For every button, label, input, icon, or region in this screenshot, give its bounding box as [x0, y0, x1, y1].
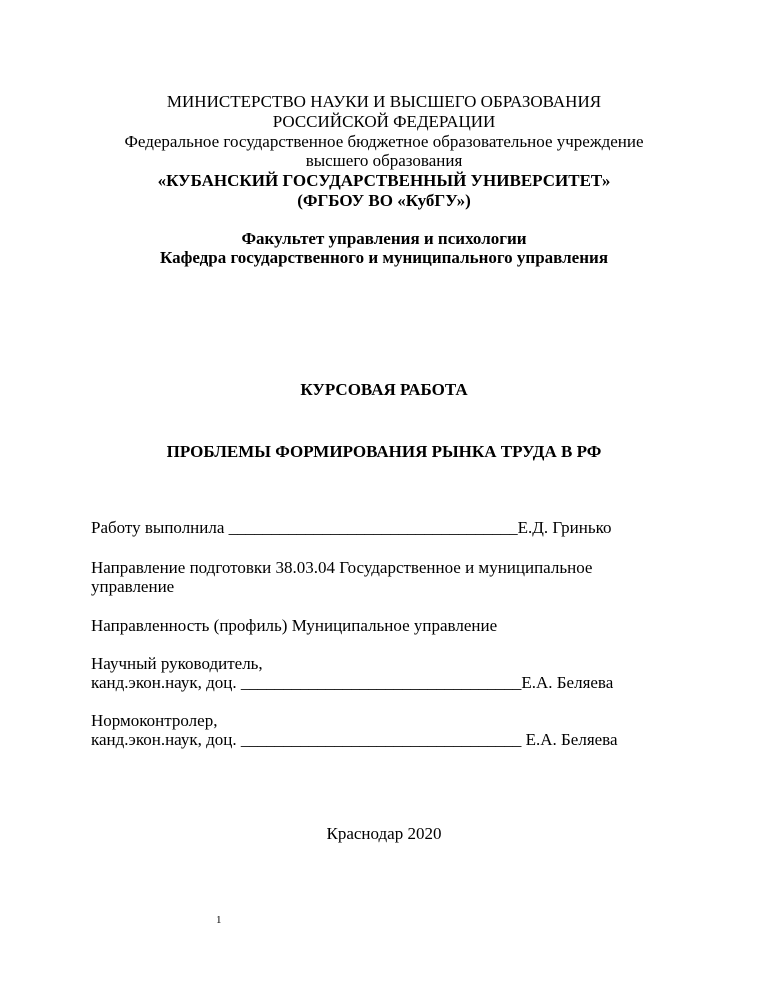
ministry-line-2: РОССИЙСКОЙ ФЕДЕРАЦИИ [272, 112, 496, 131]
direction-line-2: управление [91, 577, 175, 596]
university-name: «КУБАНСКИЙ ГОСУДАРСТВЕННЫЙ УНИВЕРСИТЕТ» [157, 171, 611, 190]
department-name: Кафедра государственного и муниципального управления [159, 248, 609, 267]
normcontroller-label: Нормоконтролер, [91, 711, 218, 730]
institution-line-1: Федеральное государственное бюджетное образовательное учреждение [124, 132, 644, 151]
supervisor-line: канд.экон.наук, доц. _________________________________Е.А. Беляева [91, 673, 614, 692]
direction-line-1: Направление подготовки 38.03.04 Государственное и муниципальное [91, 558, 593, 577]
page-number: 1 [216, 914, 222, 926]
institution-line-2: высшего образования [305, 151, 463, 170]
author-line: Работу выполнила __________________________________Е.Д. Гринько [91, 518, 612, 537]
profile-line: Направленность (профиль) Муниципальное управление [91, 616, 498, 635]
work-type: КУРСОВАЯ РАБОТА [300, 380, 468, 399]
normcontroller-line: канд.экон.наук, доц. _________________________________ Е.А. Беляева [91, 730, 618, 749]
faculty-name: Факультет управления и психологии [241, 229, 527, 248]
supervisor-label: Научный руководитель, [91, 654, 263, 673]
university-abbreviation: (ФГБОУ ВО «КубГУ») [297, 191, 471, 210]
work-title: ПРОБЛЕМЫ ФОРМИРОВАНИЯ РЫНКА ТРУДА В РФ [166, 442, 602, 461]
ministry-line-1: МИНИСТЕРСТВО НАУКИ И ВЫСШЕГО ОБРАЗОВАНИЯ [166, 92, 602, 111]
city-year: Краснодар 2020 [326, 824, 442, 843]
